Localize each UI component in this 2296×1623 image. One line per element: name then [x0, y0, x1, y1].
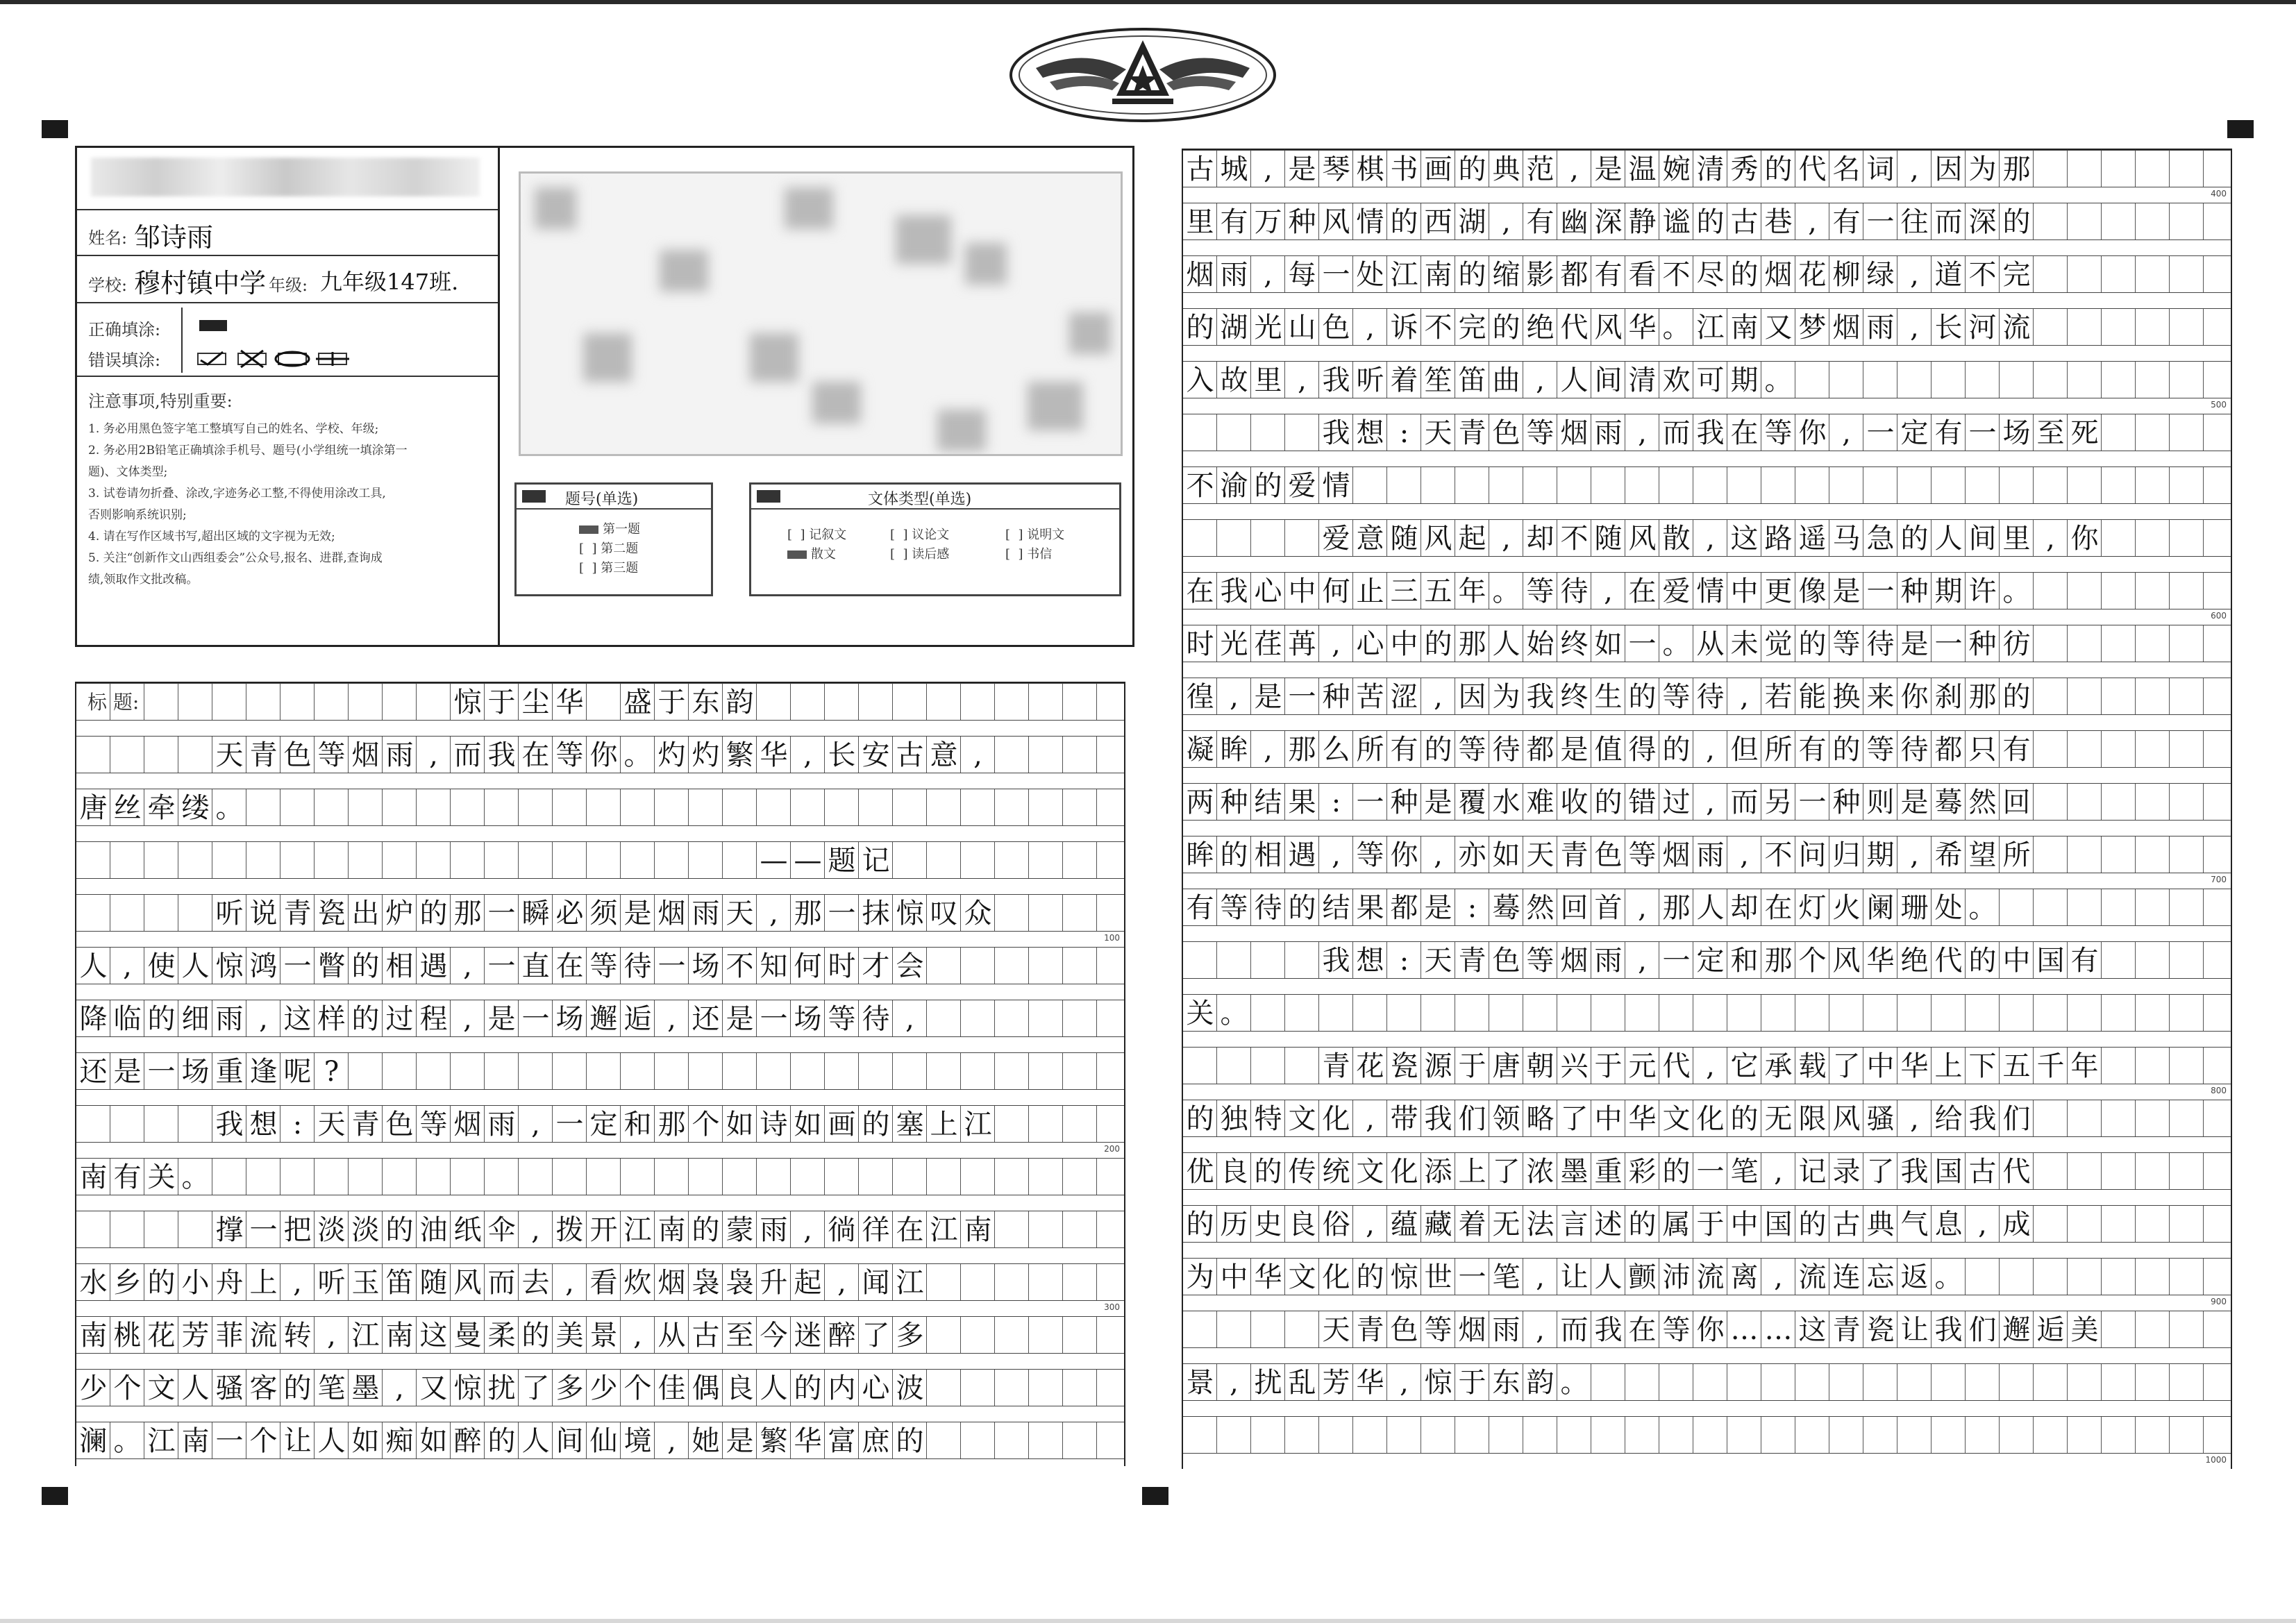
- essay-line-text: 南 有 关 。: [79, 1161, 210, 1193]
- essay-line-text: 我 想 : 天 青 色 等 烟 雨 , 而 我 在 等 你 , 一 定 有 一 场 至 死: [1322, 417, 2099, 449]
- essay-line: [1183, 150, 2231, 187]
- essay-line: [76, 1158, 1124, 1195]
- essay-line-text: — — 题 记: [760, 845, 890, 877]
- essay-line: [1183, 941, 2231, 979]
- char-count-marker: 700: [2211, 875, 2227, 884]
- char-count-marker: 300: [1104, 1302, 1120, 1312]
- question-select-box: [514, 482, 713, 596]
- char-count-marker: 800: [2211, 1086, 2227, 1095]
- essay-grid-left: [75, 682, 1125, 1466]
- registration-mark: [2227, 120, 2254, 138]
- redacted-phone-bubbles: [519, 171, 1123, 456]
- essay-title-text: 惊 于 尘 华 盛 于 东 韵: [453, 687, 754, 718]
- essay-line-text: 天 青 色 等 烟 雨 , 而 我 在 等 你 … … 这 青 瓷 让 我 们 邂 逅 美: [1322, 1314, 2099, 1346]
- note-line: 5. 关注“创新作文山西组委会”公众号,报名、进群,查询成: [88, 551, 383, 565]
- note-line: 3. 试卷请勿折叠、涂改,字迹务必工整,不得使用涂改工具,: [88, 487, 386, 501]
- essay-grid-right: [1182, 149, 2232, 1469]
- essay-line-text: 撑 一 把 淡 淡 的 油 纸 伞 , 拨 开 江 南 的 蒙 雨 , 徜 徉 在 江 南: [215, 1214, 992, 1246]
- essay-line: [76, 894, 1124, 932]
- essay-line: [1183, 625, 2231, 662]
- essay-line-text: 少 个 文 人 骚 客 的 笔 墨 , 又 惊 扰 了 多 少 个 佳 偶 良 人 的 内 心 波: [79, 1372, 924, 1404]
- essay-line-text: 徨 , 是 一 种 苦 涩 , 因 为 我 终 生 的 等 待 , 若 能 换 来 你 刹 那 的: [1186, 681, 2031, 713]
- note-line: 否则影响系统识别;: [88, 508, 187, 522]
- grade-label: 年级:: [269, 276, 308, 295]
- char-count-marker: 500: [2211, 400, 2227, 410]
- scan-edge-bottom: [0, 1619, 2296, 1623]
- essay-line: [76, 841, 1124, 879]
- essay-line: [1183, 1416, 2231, 1454]
- essay-line: [76, 1316, 1124, 1354]
- genre-option-reflection[interactable]: [ ] 读后感: [890, 547, 950, 562]
- essay-line: [1183, 572, 2231, 609]
- char-count-marker: 1000: [2205, 1455, 2227, 1465]
- essay-line-text: 的 独 特 文 化 , 带 我 们 领 略 了 中 华 文 化 的 无 限 风 骚 , 给 我 们: [1186, 1103, 2031, 1135]
- essay-line: [1183, 361, 2231, 398]
- essay-line-text: 还 是 一 场 重 逢 呢 ?: [79, 1056, 340, 1088]
- essay-line-text: 唐 丝 牵 缕 。: [79, 792, 244, 824]
- essay-line: [1183, 994, 2231, 1032]
- essay-line: [1183, 519, 2231, 557]
- title-label: 标 题:: [87, 691, 140, 714]
- essay-line-text: 降 临 的 细 雨 , 这 样 的 过 程 , 是 一 场 邂 逅 , 还 是 一 场 等 待 ,: [79, 1003, 914, 1035]
- essay-line: [1183, 1100, 2231, 1137]
- wrong-fill-samples: [196, 349, 363, 369]
- char-count-marker: 100: [1104, 933, 1120, 943]
- essay-line-text: 澜 。 江 南 一 个 让 人 如 痴 如 醉 的 人 间 仙 境 , 她 是 繁 华 富 庶 的: [79, 1425, 924, 1457]
- essay-line-text: 入 故 里 , 我 听 着 笙 笛 曲 , 人 间 清 欢 可 期 。: [1186, 364, 1793, 396]
- essay-line: [76, 736, 1124, 773]
- school-value: 穆村镇中学: [134, 268, 267, 298]
- essay-line-text: 眸 的 相 遇 , 等 你 , 亦 如 天 青 色 等 烟 雨 , 不 问 归 期 , 希 望 所: [1186, 839, 2031, 871]
- essay-line-text: 时 光 荏 苒 , 心 中 的 那 人 始 终 如 一 。 从 未 觉 的 等 待 是 一 种 彷: [1186, 628, 2031, 660]
- student-info-left: [77, 148, 500, 645]
- student-info-panel: [75, 146, 1134, 647]
- essay-line: [1183, 414, 2231, 451]
- essay-line-text: 南 桃 花 芳 菲 流 转 , 江 南 这 曼 柔 的 美 景 , 从 古 至 今 迷 醉 了 多: [79, 1320, 924, 1352]
- char-count-marker: 600: [2211, 611, 2227, 621]
- student-info-right: [498, 148, 1132, 645]
- essay-line: [1183, 203, 2231, 240]
- essay-line: [1183, 783, 2231, 821]
- essay-line: [1183, 308, 2231, 346]
- note-line: 1. 务必用黑色签字笔工整填写自己的姓名、学校、年级;: [88, 422, 379, 436]
- wrong-fill-label: 错误填涂:: [88, 351, 161, 370]
- essay-line: [76, 947, 1124, 984]
- genre-option-letter[interactable]: [ ] 书信: [1005, 547, 1053, 562]
- essay-line-text: 不 渝 的 爱 情: [1186, 470, 1350, 502]
- essay-line: [1183, 1311, 2231, 1348]
- essay-line-text: 天 青 色 等 烟 雨 , 而 我 在 等 你 。 灼 灼 繁 华 , 长 安 古 意 ,: [215, 739, 982, 771]
- essay-line: [1183, 730, 2231, 768]
- essay-line: [76, 1422, 1124, 1459]
- essay-line-text: 两 种 结 果 : 一 种 是 覆 水 难 收 的 错 过 , 而 另 一 种 则 是 蓦 然 回: [1186, 787, 2031, 818]
- contest-logo: [1008, 26, 1277, 124]
- essay-line-text: 凝 眸 , 那 么 所 有 的 等 待 都 是 值 得 的 , 但 所 有 的 等 待 都 只 有: [1186, 734, 2031, 766]
- essay-line: [76, 789, 1124, 826]
- essay-line-text: 听 说 青 瓷 出 炉 的 那 一 瞬 必 须 是 烟 雨 天 , 那 一 抹 惊 叹 众: [215, 898, 992, 930]
- essay-line: [1183, 678, 2231, 715]
- note-line: 4. 请在写作区域书写,超出区域的文字视为无效;: [88, 530, 335, 544]
- essay-line: [1183, 1363, 2231, 1401]
- essay-line-text: 优 良 的 传 统 文 化 添 上 了 浓 墨 重 彩 的 一 笔 , 记 录 了 我 国 古 代: [1186, 1156, 2031, 1188]
- registration-mark: [42, 1487, 68, 1505]
- name-row: [77, 209, 498, 255]
- essay-line: [1183, 1152, 2231, 1190]
- essay-line-text: 关 。: [1186, 998, 1248, 1029]
- registration-mark: [1142, 1487, 1168, 1505]
- char-count-marker: 200: [1104, 1144, 1120, 1154]
- genre-select-title: 文体类型(单选): [868, 491, 972, 508]
- scan-edge-top: [0, 0, 2296, 4]
- essay-title-row: [76, 683, 1124, 721]
- essay-line-text: 的 历 史 良 俗 , 蕴 藏 着 无 法 言 述 的 属 于 中 国 的 古 典 气 息 , 成: [1186, 1209, 2031, 1241]
- char-count-marker: 900: [2211, 1297, 2227, 1306]
- essay-line: [1183, 836, 2231, 873]
- note-line: 绩,领取作文批改稿。: [88, 573, 199, 587]
- school-label: 学校:: [88, 276, 128, 295]
- notes-title: 注意事项,特别重要:: [88, 392, 233, 411]
- essay-line: [76, 1105, 1124, 1143]
- essay-line-text: 水 乡 的 小 舟 上 , 听 玉 笛 随 风 而 去 , 看 炊 烟 袅 袅 升 起 , 闻 江: [79, 1267, 924, 1299]
- essay-line-text: 烟 雨 , 每 一 处 江 南 的 缩 影 都 有 看 不 尽 的 烟 花 柳 绿 , 道 不 完: [1186, 259, 2031, 291]
- genre-option-expository[interactable]: [ ] 说明文: [1005, 528, 1065, 542]
- question-select-title: 题号(单选): [565, 491, 639, 508]
- genre-select-box: [749, 482, 1121, 596]
- correct-fill-label: 正确填涂:: [88, 320, 161, 339]
- school-row: [77, 255, 498, 302]
- name-label: 姓名:: [88, 228, 128, 248]
- essay-line: [1183, 889, 2231, 926]
- genre-option-argument[interactable]: [ ] 议论文: [890, 528, 950, 542]
- genre-option-prose[interactable]: 散文: [787, 544, 836, 562]
- genre-option-narrative[interactable]: [ ] 记叙文: [787, 528, 847, 542]
- essay-line-text: 为 中 华 文 化 的 惊 世 一 笔 , 让 人 颤 沛 流 离 , 流 连 忘 返 。: [1186, 1261, 1963, 1293]
- essay-line: [76, 1369, 1124, 1406]
- essay-line: [1183, 1258, 2231, 1295]
- essay-line: [76, 1263, 1124, 1301]
- redacted-phone-strip: [91, 158, 480, 196]
- essay-line-text: 人 , 使 人 惊 鸿 一 瞥 的 相 遇 , 一 直 在 等 待 一 场 不 知 何 时 才 会: [79, 950, 924, 982]
- note-line: 题)、文体类型;: [88, 465, 168, 479]
- essay-line-text: 的 湖 光 山 色 , 诉 不 完 的 绝 代 风 华 。 江 南 又 梦 烟 雨 , 长 河 流: [1186, 312, 2031, 344]
- essay-line-text: 爱 意 随 风 起 , 却 不 随 风 散 , 这 路 遥 马 急 的 人 间 里 , 你: [1322, 523, 2099, 555]
- essay-line-text: 我 想 : 天 青 色 等 烟 雨 , 一 定 和 那 个 如 诗 如 画 的 塞 上 江: [215, 1109, 992, 1141]
- essay-line: [76, 1000, 1124, 1037]
- notes-block: [88, 387, 491, 591]
- name-value: 邹诗雨: [134, 222, 214, 253]
- essay-line: [76, 1211, 1124, 1248]
- essay-line: [1183, 1047, 2231, 1084]
- question-option-2[interactable]: [ ] 第二题: [579, 541, 639, 556]
- question-option-1[interactable]: 第一题: [579, 519, 640, 537]
- essay-line: [1183, 466, 2231, 504]
- notes-divider: [77, 376, 498, 377]
- char-count-marker: 400: [2211, 189, 2227, 199]
- essay-line: [1183, 255, 2231, 293]
- question-option-3[interactable]: [ ] 第三题: [579, 561, 639, 575]
- fill-sample-row: [77, 302, 498, 376]
- essay-line-text: 有 等 待 的 结 果 都 是 : 蓦 然 回 首 , 那 人 却 在 灯 火 阑 珊 处 。: [1186, 892, 1997, 924]
- essay-line-text: 青 花 瓷 源 于 唐 朝 兴 于 元 代 , 它 承 载 了 中 华 上 下 五 千 年: [1322, 1050, 2099, 1082]
- essay-line-text: 古 城 , 是 琴 棋 书 画 的 典 范 , 是 温 婉 清 秀 的 代 名 词 , 因 为 那: [1186, 153, 2031, 185]
- essay-line: [1183, 1205, 2231, 1243]
- note-line: 2. 务必用2B铅笔正确填涂手机号、题号(小学组统一填涂第一: [88, 444, 408, 457]
- registration-mark: [42, 120, 68, 138]
- correct-fill-sample: [199, 320, 227, 331]
- essay-line-text: 在 我 心 中 何 止 三 五 年 。 等 待 , 在 爱 情 中 更 像 是 一 种 期 许 。: [1186, 575, 2031, 607]
- essay-line-text: 我 想 : 天 青 色 等 烟 雨 , 一 定 和 那 个 风 华 绝 代 的 中 国 有: [1322, 945, 2099, 977]
- grade-value: 九年级147班.: [320, 269, 459, 295]
- essay-line-text: 里 有 万 种 风 情 的 西 湖 , 有 幽 深 静 谧 的 古 巷 , 有 一 往 而 深 的: [1186, 206, 2031, 238]
- essay-line: [76, 1052, 1124, 1090]
- essay-line-text: 景 , 扰 乱 芳 华 , 惊 于 东 韵 。: [1186, 1367, 1589, 1399]
